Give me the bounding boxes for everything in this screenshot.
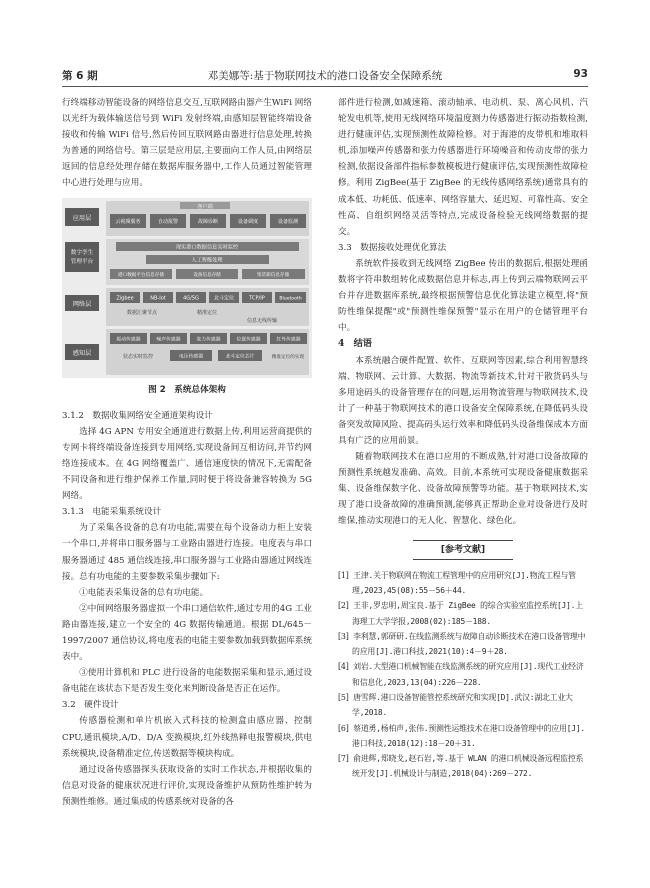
client-label: 客户端 <box>197 203 213 210</box>
section-3-1-3-title: 3.1.3 电能采集系统设计 <box>62 507 162 518</box>
references-title: [参考文献] <box>413 540 513 560</box>
layer-network: 网络层 <box>72 300 92 308</box>
reference-text: 刘岩.大型港口机械智能在线监测系统的研究应用[J].现代工业经济和信息化,2023,13(04):226－228. <box>352 662 584 687</box>
running-title: 邓美娜等:基于物联网技术的港口设备安全保障系统 <box>207 70 443 82</box>
section-3-2-paragraph-1: 传感器检测和单片机嵌入式科技的检测盒由感应器、控制 CPU,通讯模块,A/D、D/A 变换模块,红外线热释电报警模块,供电系统模块,设备精准定位,传送数据等模块构成。 <box>62 716 312 759</box>
app-item-monitor-label: 设备监测 <box>277 218 299 225</box>
reference-text: 俞进辉,郑晓戈,赵石岩,等.基于 WLAN 的港口机械设备远程监控系统开发[J].机械设计与制造,2018(04):269－272. <box>352 754 584 779</box>
running-header <box>62 64 588 87</box>
reference-number: [7] <box>338 754 349 764</box>
reference-number: [5] <box>338 693 349 702</box>
reference-item <box>338 659 588 690</box>
reference-text: 唐雪辉.港口设备智能管控系统研究和实现[D].武汉:湖北工业大学,2018. <box>352 693 573 718</box>
net-beidou-label: 北斗定位 <box>213 295 235 302</box>
sensor-vibration-label: 振动传感器 <box>116 337 141 343</box>
app-items <box>110 214 306 228</box>
intro-paragraph: 行终端移动智能设备的网络信息交互,互联网路由器产生WiFi 网络以光纤为载体输送信号到 WiFi 发射终端,由感知层智能终端设备接收和传输 WiFi 信号,然后传回互联网路由器进行信息处理,转换为普通的网络信号。第三层是应用层,主要面向工作人员,由网络层返回的信息经处理存储在数据库服务器中,工作人员通过智能管理中心进行处理与应用。 <box>62 98 312 189</box>
reference-text: 李利慧,郭研研.在线监测系统与故障自动诊断技术在港口设备管理中的应用[J].港口科技,2021(10):4－9＋28. <box>352 631 586 657</box>
net-nbiot-label: NB-Iot <box>150 295 166 302</box>
platform-row-storage-label: 港口数据平台信息存储 <box>118 272 164 278</box>
step-3: ③使用计算机和 PLC 进行设备的电能数据采集和显示,通过设备电能在该状态下是否发生变化来判断设备是否正在运作。 <box>62 668 312 695</box>
right-column <box>338 95 588 782</box>
net-tcpip-label: TCP/IP <box>249 295 265 302</box>
references-heading <box>338 540 588 560</box>
reference-item <box>338 721 588 752</box>
layer-twin-1: 数字孪生 <box>70 249 94 256</box>
reference-text: 王津.关于物联网在物流工程管理中的应用研究[J].物流工程与管理,2023,45(08):55－56＋44. <box>352 570 576 595</box>
app-item-alarm-label: 自动报警 <box>157 218 179 225</box>
section-4-paragraph-1: 本系统融合硬件配置、软件、互联网等因素,综合利用智慧终端、物联网、云计算、大数据、物流等新技术,针对干散货码头与多用途码头的设备管理存在的问题,运用物流管理与物联网技术,设计了一种基于物联网技术的港口设备安全保障系统,在降低码头设备突发故障风险、提高码头运行效率和降低码头设备维保成本方面具有广泛的应用前景。 <box>338 355 588 446</box>
layer-app: 应用层 <box>72 214 92 222</box>
step-1: ①电能表采集设备的总有功电能。 <box>79 587 209 598</box>
section-3-1-2-paragraph: 选择 4G APN 专用安全通道进行数据上传,利用运营商提供的专网卡将终端设备连接到专用网络,实现设备间互相访问,并节约网络连接成本。在 4G 网络覆盖广、通信速度快的情况下,无需配备不同设备和进行维护保养工作量,同时便于将设备兼容转换为 5G 网络。 <box>62 426 312 502</box>
section-3-2-title: 3.2 硬件设计 <box>62 700 119 711</box>
reference-item <box>338 629 588 660</box>
reference-number: [6] <box>338 723 349 733</box>
app-item-diagnosis-label: 故障诊断 <box>197 218 219 225</box>
section-3-3-title: 3.3 数据接收处理优化算法 <box>338 242 447 253</box>
reference-text: 蔡道勇,杨柏声,张伟.预测性运维技术在港口设备管理中的应用[J].港口科技,2018(12):18－20＋31. <box>352 723 585 748</box>
step-2: ②中间网络服务器虚拟一个串口通信软件,通过专用的4G 工业路由器连接,建立一个安全的 4G 数据传输通道。根据 DL/645－1997/2007 通信协议,将电度表的电能主要参数加载到数据库系统表中。 <box>62 603 312 663</box>
section-3-2-paragraph-2: 通过设备传感器探头获取设备的实时工作状态,并根据收集的信息对设备的健康状况进行评价,实现设备维护从预防性维护转为预测性维修。通过集成的传感系统对设备的各 <box>62 764 312 807</box>
net-foot-locate: 精准定位 <box>196 309 218 316</box>
reference-item <box>338 751 588 782</box>
sensor-tension-label: 张力传感器 <box>196 337 221 343</box>
net-foot-wireless: 信息无线传输 <box>246 317 278 324</box>
architecture-diagram <box>62 198 312 378</box>
net-bluetooth-label: Bluetooth <box>279 296 302 302</box>
layer-twin-2: 管理平台 <box>70 258 94 265</box>
reference-item <box>338 568 588 599</box>
sensor-position-label: 位置传感器 <box>236 337 261 343</box>
app-item-video-label: 云视频服务 <box>115 218 141 225</box>
sensing-foot-locate: 精准定位的实现 <box>271 354 305 360</box>
sensing-foot-realtime: 状态实时监控 <box>122 353 154 360</box>
net-foot-node: 数据汇聚节点 <box>126 309 158 316</box>
left-column <box>62 95 312 810</box>
app-item-dispatch-label: 设备调度 <box>237 218 259 225</box>
net-zigbee-label: Zigbee <box>116 295 134 302</box>
section-4-paragraph-2: 随着物联网技术在港口应用的不断成熟,针对港口设备故障的预测性系统越发准确、高效。目前,本系统可实现设备健康数据采集、设备维保数字化、设备故障预警等功能。基于物联网技术,实现了港口设备故障的准确预测,能够真正帮助企业对设备进行及时维保,推动实现港口的无人化、智慧化、绿色化。 <box>338 452 588 527</box>
reference-number: [4] <box>338 662 349 672</box>
figure-caption: 图 2 系统总体架构 <box>148 384 226 395</box>
platform-row-ai-label: 人工智能处理 <box>191 257 223 264</box>
issue-label: 第 6 期 <box>62 70 98 82</box>
sensor-beidou-chip-label: 北斗定位芯片 <box>225 354 255 360</box>
sensor-infrared-label: 红外传感器 <box>276 337 301 343</box>
layer-sensing: 感知层 <box>72 349 92 357</box>
platform-device-store-label: 设备信息存储 <box>193 272 221 278</box>
platform-container-store-label: 集装箱信息存储 <box>256 272 290 278</box>
section-4-title: 4 结语 <box>338 338 372 350</box>
layer-box-twin <box>65 242 99 272</box>
sensor-voltage-label: 电压传感器 <box>179 354 203 360</box>
reference-number: [3] <box>338 631 349 641</box>
section-3-1-2-title: 3.1.2 数据收集网络安全通道架构设计 <box>62 410 213 421</box>
platform-row-monitor-label: 现实港口数据信息实时监控 <box>175 244 239 251</box>
right-paragraph-1: 部件进行检测,如减速箱、滚动轴承、电动机、泵、离心风机、汽轮发电机等,使用无线网络环境温度测力传感器进行振动指数检测,进行健康评估,实现预测性故障检修。对于海港的皮带机和堆取料机,添加噪声传感器和张力传感器进行环境噪音和传动皮带的张力检测,依据设备部件指标参数模板进行健康评估,实现预测性故障检修。利用 ZigBee(基于 ZigBee 的无线传感网络系统)通常具有的成本低、功耗低、低速率、网络容量大、延迟短、可靠性高、安全性高、自组织网络灵活等特点,完成设备检验无线网络数据的提交。 <box>338 98 588 237</box>
section-3-3-paragraph: 系统软件接收到无线网络 ZigBee 传出的数据后,根据处理函数将字符串数组转化成数据信息并标志,再上传到云端物联网云平台并存进数据库系统,最终根据预警信息优化算法建立模型,将"预防性维保提醒"或"预测性维保预警"显示在用户的仓储管理平台中。 <box>338 258 588 334</box>
reference-text: 王非,罗忠明,周宝良.基于 ZigBee 的综合实验室监控系统[J].上海理工大学学报,2008(02):185－188. <box>352 601 583 626</box>
reference-number: [2] <box>338 601 349 611</box>
reference-item <box>338 598 588 629</box>
page-number: 93 <box>573 68 588 80</box>
section-3-1-3-paragraph: 为了采集各设备的总有功电能,需要在每个设备动力柜上安装一个串口,并将串口服务器与工业路由器进行连接。电度表与串口服务器通过 485 通信线连接,串口服务器与工业路由器通过网线连接。总有功电能的主要参数采集步骤如下: <box>62 523 312 582</box>
reference-list <box>338 568 588 782</box>
reference-number: [1] <box>338 570 349 580</box>
sensor-noise-label: 噪声传感器 <box>156 337 181 343</box>
reference-item <box>338 690 588 721</box>
architecture-figure <box>62 198 312 378</box>
net-4g5g-label: 4G/5G <box>183 295 199 302</box>
